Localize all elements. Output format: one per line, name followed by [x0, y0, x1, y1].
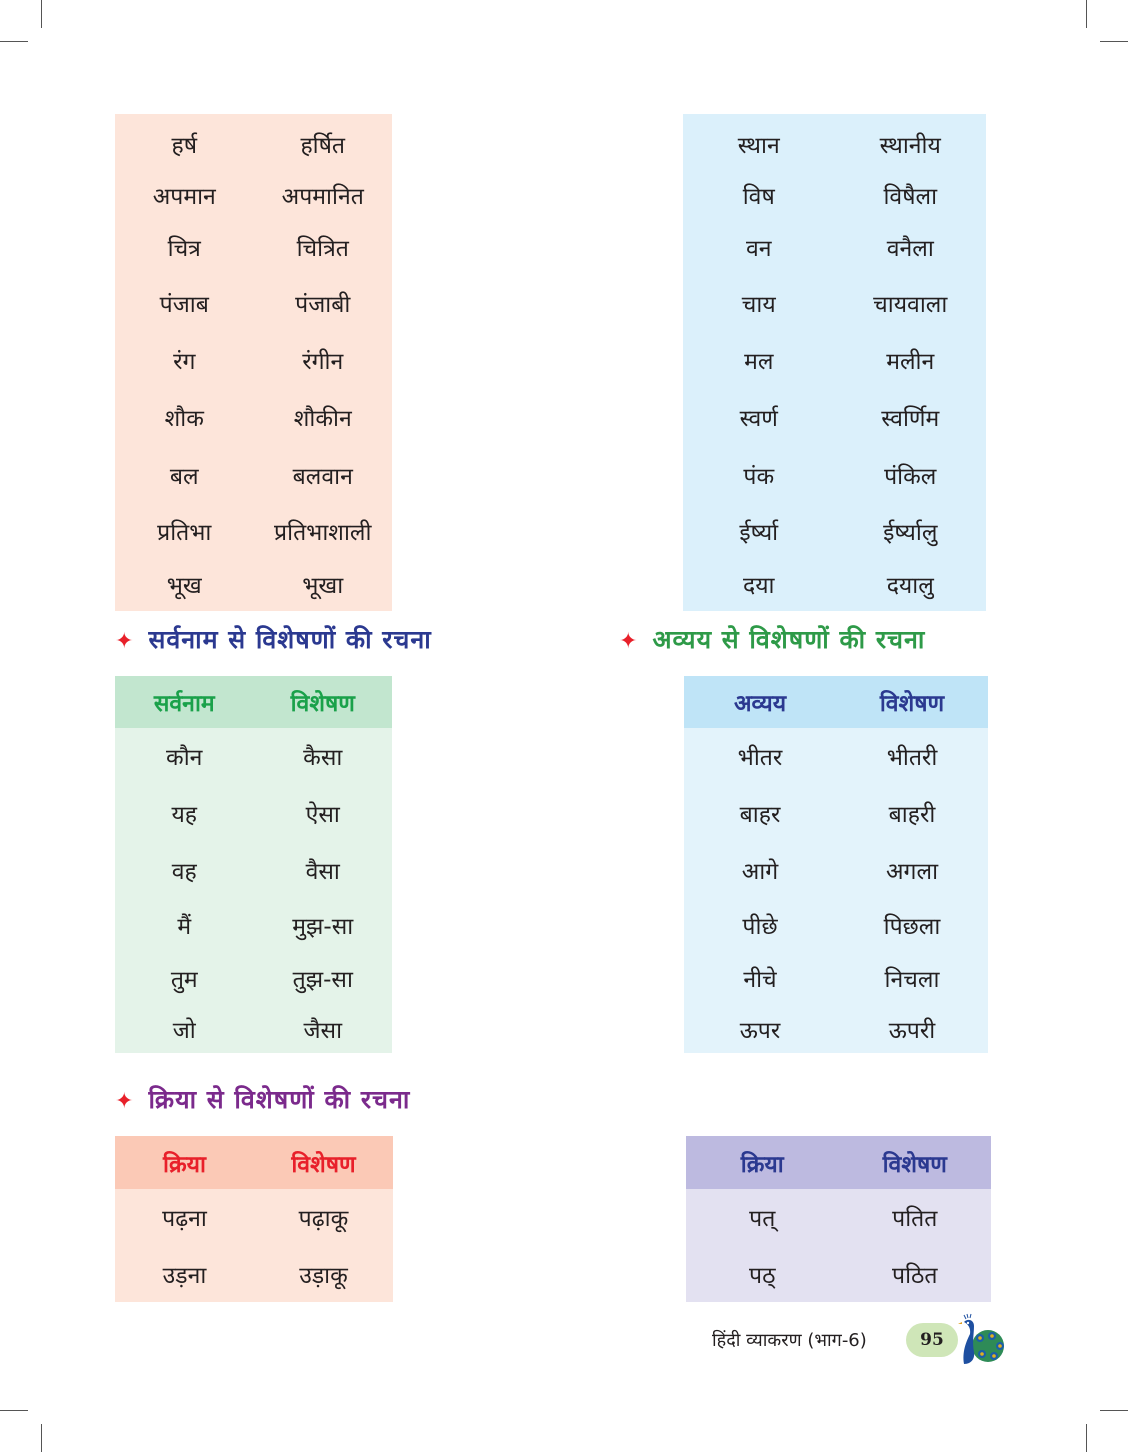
table-row [686, 1245, 991, 1302]
word-cell: यह [171, 801, 198, 828]
word-cell: वह [171, 858, 197, 885]
column-header: क्रिया [740, 1151, 784, 1178]
adjective-cell: रंगीन [302, 348, 344, 375]
column-header: विशेषण [290, 691, 355, 717]
table-row [684, 841, 988, 898]
word-cell: कौन [166, 745, 203, 771]
word-cell: पंक [743, 463, 775, 490]
table-header-row [684, 676, 988, 728]
table-row [683, 446, 986, 503]
table-row [115, 1189, 393, 1245]
adjective-cell: पिछला [883, 914, 941, 940]
word-cell: मैं [177, 914, 192, 940]
adjective-cell: अपमानित [281, 183, 364, 210]
column-header: क्रिया [163, 1151, 206, 1178]
adjective-cell: ईर्ष्यालु [883, 520, 938, 546]
adjective-cell: विषैला [883, 183, 938, 210]
adjective-cell: बलवान [292, 463, 353, 490]
verb-adjective-table-2 [686, 1136, 991, 1302]
avyay-adjective-table [684, 676, 988, 1053]
word-cell: अपमान [152, 183, 216, 210]
table-header-row [115, 676, 392, 728]
crop-mark [41, 1424, 42, 1452]
word-cell: चाय [741, 291, 776, 318]
column-header: विशेषण [291, 1151, 356, 1178]
table-row [115, 1245, 393, 1302]
adjective-cell: पतित [892, 1206, 938, 1232]
table-row [115, 559, 392, 609]
word-cell: चित्र [167, 236, 201, 262]
word-cell: स्थान [737, 132, 780, 159]
word-cell: पीछे [742, 914, 778, 940]
column-header: विशेषण [879, 691, 945, 717]
table-row [115, 274, 392, 331]
crop-mark [1086, 0, 1087, 28]
table-row [683, 274, 986, 331]
table-row [683, 388, 986, 446]
word-cell: बाहर [739, 801, 781, 828]
adjective-cell: उड़ाकू [299, 1262, 348, 1289]
verb-adjective-table-1 [115, 1136, 393, 1302]
adjective-cell: जैसा [303, 1017, 343, 1044]
word-cell: हर्ष [171, 132, 197, 159]
book-title: हिंदी व्याकरण (भाग-6) [712, 1330, 867, 1351]
table-row [115, 503, 392, 559]
word-cell: भूख [166, 573, 202, 599]
adjective-cell: स्वर्णिम [881, 406, 940, 432]
table-row [684, 1004, 988, 1053]
word-cell: वन [745, 236, 772, 262]
table-header-row [115, 1136, 393, 1189]
star-icon: ✦ [115, 629, 135, 654]
table-row [115, 331, 392, 388]
adjective-cell: भीतरी [886, 745, 938, 771]
pronoun-adjective-table [115, 676, 392, 1053]
table-row [115, 841, 392, 898]
adjective-cell: मुझ-सा [292, 914, 354, 940]
crop-mark [41, 0, 42, 28]
adjective-cell: हर्षित [300, 132, 346, 159]
table-row [115, 784, 392, 841]
table-row [686, 1189, 991, 1245]
table-row [115, 1004, 392, 1053]
section-heading-avyay: ✦ अव्यय से विशेषणों की रचना [619, 625, 926, 654]
column-header: अव्यय [733, 691, 787, 717]
word-cell: पठ् [749, 1262, 776, 1289]
word-cell: तुम [170, 967, 198, 993]
noun-adjective-table-1 [115, 114, 392, 611]
table-row [683, 331, 986, 388]
adjective-cell: प्रतिभाशाली [274, 520, 372, 546]
word-cell: विष [742, 183, 775, 210]
table-row [683, 118, 986, 169]
adjective-cell: ऐसा [305, 801, 340, 828]
column-header: विशेषण [882, 1151, 947, 1178]
crop-mark [0, 1410, 28, 1411]
word-cell: प्रतिभा [157, 520, 212, 546]
adjective-cell: कैसा [303, 745, 343, 771]
word-cell: शौक [164, 406, 204, 432]
adjective-cell: वैसा [305, 858, 340, 885]
crop-mark [1100, 1410, 1128, 1411]
word-cell: ईर्ष्या [739, 520, 779, 546]
table-row [115, 388, 392, 446]
table-header-row [686, 1136, 991, 1189]
word-cell: भीतर [737, 745, 783, 771]
adjective-cell: स्थानीय [879, 132, 941, 159]
table-row [115, 898, 392, 952]
word-cell: रंग [173, 348, 196, 375]
adjective-cell: चायवाला [873, 291, 948, 318]
word-cell: बल [169, 463, 199, 490]
adjective-cell: मलीन [886, 348, 935, 375]
section-heading-sarvanam: ✦ सर्वनाम से विशेषणों की रचना [115, 625, 432, 654]
word-cell: जो [172, 1017, 196, 1044]
table-row [684, 784, 988, 841]
table-row [683, 503, 986, 559]
table-row [115, 728, 392, 784]
table-row [115, 169, 392, 220]
crop-mark [1086, 1424, 1087, 1452]
adjective-cell: ऊपरी [888, 1017, 936, 1044]
crop-mark [0, 41, 28, 42]
column-header: सर्वनाम [153, 691, 215, 717]
table-row [684, 728, 988, 784]
word-cell: उड़ना [162, 1262, 207, 1289]
adjective-cell: भूखा [302, 573, 344, 599]
word-cell: मल [744, 348, 774, 375]
table-row [684, 952, 988, 1004]
adjective-cell: अगला [885, 858, 939, 885]
word-cell: नीचे [743, 967, 777, 993]
table-row [115, 118, 392, 169]
table-row [683, 220, 986, 274]
table-row [115, 446, 392, 503]
adjective-cell: वनैला [886, 236, 934, 262]
adjective-cell: तुझ-सा [292, 967, 353, 993]
adjective-cell: पंजाबी [295, 291, 351, 318]
adjective-cell: दयालु [886, 573, 934, 599]
star-icon: ✦ [115, 1089, 135, 1114]
crop-mark [1100, 41, 1128, 42]
adjective-cell: बाहरी [888, 801, 936, 828]
word-cell: ऊपर [739, 1017, 781, 1044]
word-cell: दया [742, 573, 775, 599]
section-heading-kriya: ✦ क्रिया से विशेषणों की रचना [115, 1085, 411, 1114]
adjective-cell: पठित [892, 1262, 938, 1289]
word-cell: पत् [749, 1206, 776, 1232]
table-row [115, 220, 392, 274]
page-number-badge: 95 [906, 1323, 958, 1357]
adjective-cell: पढ़ाकू [298, 1206, 349, 1232]
table-row [683, 169, 986, 220]
adjective-cell: पंकिल [884, 463, 937, 490]
table-row [684, 898, 988, 952]
table-row [683, 559, 986, 609]
word-cell: आगे [741, 858, 779, 885]
table-row [115, 952, 392, 1004]
word-cell: पंजाब [159, 291, 209, 318]
adjective-cell: निचला [884, 967, 940, 993]
word-cell: पढ़ना [162, 1206, 207, 1232]
adjective-cell: चित्रित [296, 236, 349, 262]
word-cell: स्वर्ण [739, 406, 778, 432]
noun-adjective-table-2 [683, 114, 986, 611]
peacock-icon [950, 1312, 1012, 1368]
adjective-cell: शौकीन [293, 406, 352, 432]
star-icon: ✦ [619, 629, 639, 654]
